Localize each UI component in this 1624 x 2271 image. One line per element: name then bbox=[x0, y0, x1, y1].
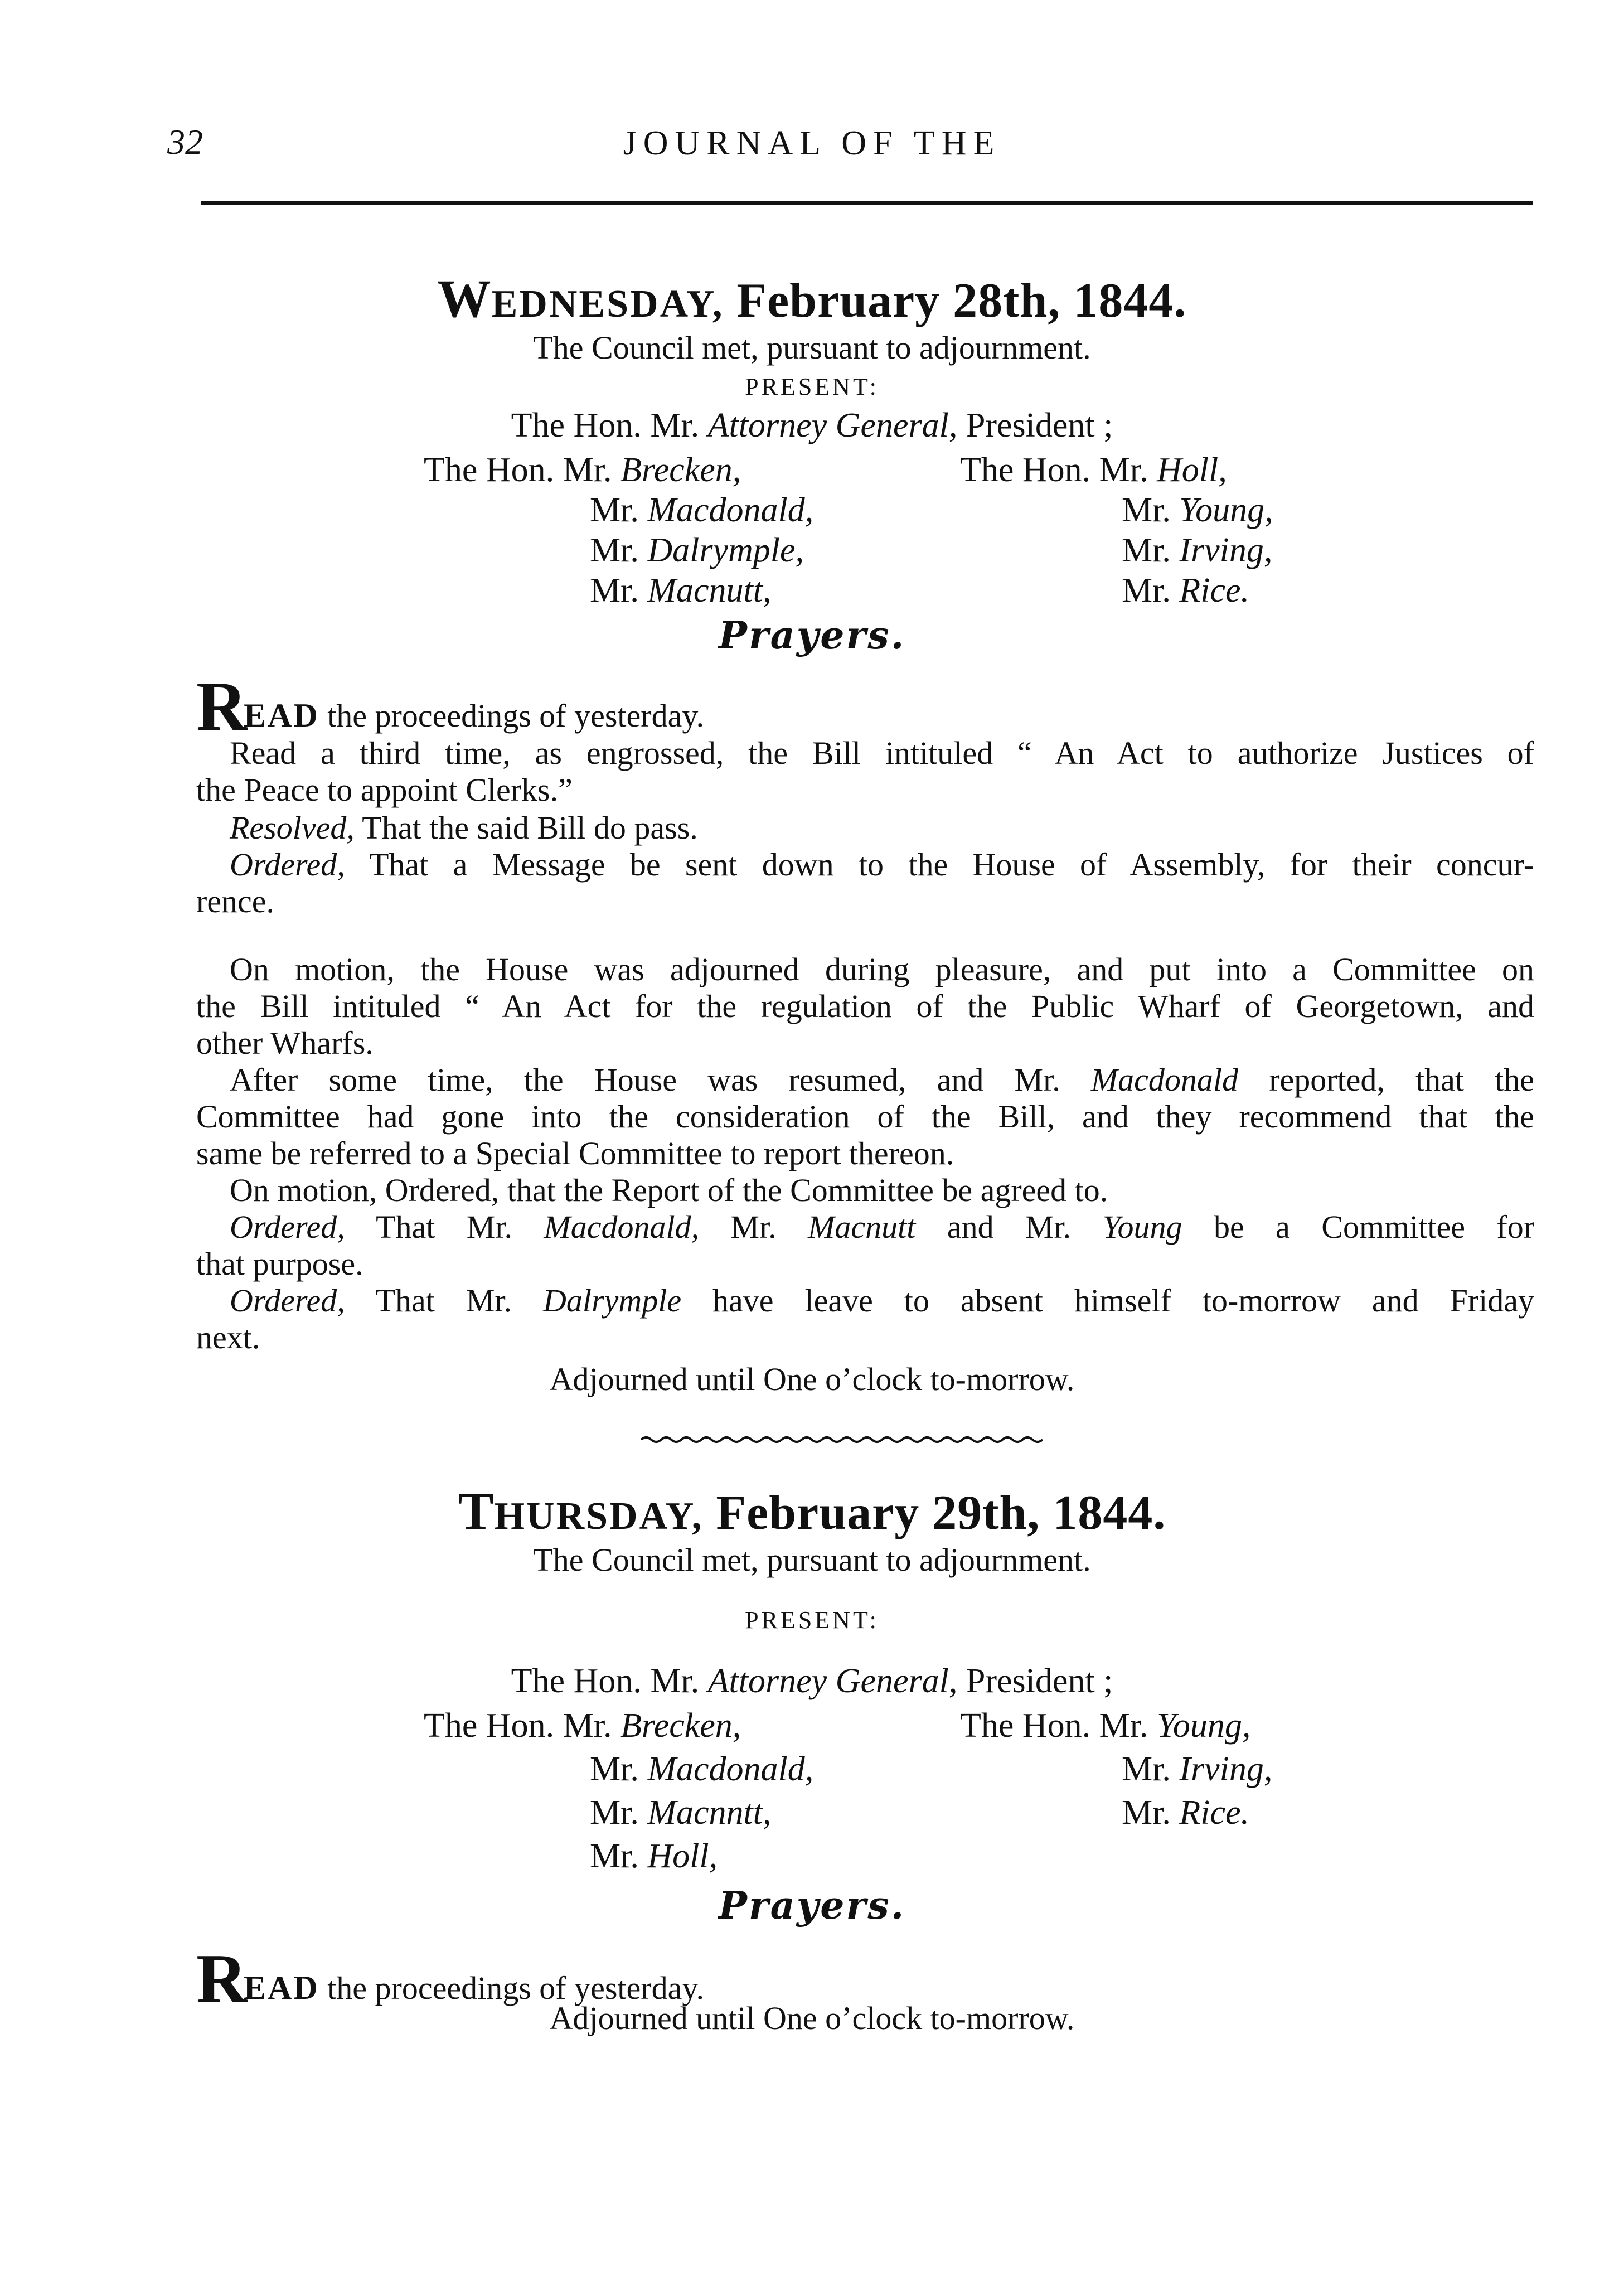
member-line: Mr. Young, bbox=[1122, 491, 1273, 529]
member-line: Mr. Rice. bbox=[1122, 572, 1249, 609]
member-line: Mr. Dalrymple, bbox=[590, 531, 804, 569]
member-line: Mr. Irving, bbox=[1122, 531, 1273, 569]
member-line: The Hon. Mr. Brecken, bbox=[424, 1707, 741, 1745]
present-label: PRESENT: bbox=[745, 1606, 879, 1634]
council-met-line: The Council met, pursuant to adjournment. bbox=[533, 1542, 1091, 1578]
adjourned-line: Adjourned until One o’clock to-morrow. bbox=[549, 2000, 1075, 2036]
paragraph-committee-motion: On motion, the House was adjourned during pleasure, and put into a Committee on the Bill intituled “ An Act for the regulation of the Public Wharf of Georgetown, and other Wharfs. bbox=[196, 951, 1534, 1061]
member-line: Mr. Macnntt, bbox=[590, 1794, 772, 1832]
member-line: Mr. Holl, bbox=[590, 1837, 718, 1875]
member-line: Mr. Macdonald, bbox=[590, 1750, 814, 1788]
paragraph-resolved: Resolved, That the said Bill do pass. bbox=[230, 810, 698, 846]
paragraph-bill-third-reading: Read a third time, as engrossed, the Bill intituled “ An Act to authorize Justices of the Peace to appoint Clerks.” bbox=[196, 735, 1534, 808]
paragraph-leave-absent: Ordered, That Mr. Dalrymple have leave to absent himself to-morrow and Friday next. bbox=[196, 1282, 1535, 1355]
read-proceedings-line: READ the proceedings of yesterday. bbox=[196, 1940, 705, 2018]
header-rule bbox=[201, 201, 1533, 205]
member-line: Mr. Rice. bbox=[1122, 1794, 1249, 1832]
member-line: The Hon. Mr. Young, bbox=[960, 1707, 1251, 1745]
president-line: The Hon. Mr. Attorney General, President ; bbox=[511, 1662, 1113, 1700]
member-line: Mr. Irving, bbox=[1122, 1750, 1273, 1788]
member-line: Mr. Macdonald, bbox=[590, 491, 814, 529]
council-met-line: The Council met, pursuant to adjournment. bbox=[533, 330, 1091, 366]
president-line: The Hon. Mr. Attorney General, President ; bbox=[511, 406, 1113, 444]
prayers-heading: Prayers. bbox=[718, 613, 906, 658]
running-title: JOURNAL OF THE bbox=[623, 124, 1001, 162]
paragraph-report-agreed: On motion, Ordered, that the Report of the Committee be agreed to. bbox=[230, 1172, 1108, 1208]
date-heading: WEDNESDAY, February 28th, 1844. bbox=[437, 269, 1187, 328]
member-line: The Hon. Mr. Holl, bbox=[960, 451, 1227, 489]
member-line: Mr. Macnutt, bbox=[590, 572, 772, 609]
paragraph-ordered-message: Ordered, That a Message be sent down to the House of Assembly, for their concur- rence. bbox=[196, 846, 1535, 919]
prayers-heading: Prayers. bbox=[718, 1883, 906, 1928]
paragraph-committee-members: Ordered, That Mr. Macdonald, Mr. Macnutt and Mr. Young be a Committee for that purpose. bbox=[196, 1209, 1535, 1282]
wavy-separator-ornament bbox=[641, 1435, 1043, 1444]
paragraph-committee-report: After some time, the House was resumed, and Mr. Macdonald reported, that the Committee had gone into the consideration of the Bill, and they recommend that the same be referred to a Special Committee to report thereon. bbox=[196, 1062, 1535, 1171]
member-line: The Hon. Mr. Brecken, bbox=[424, 451, 741, 489]
page-number: 32 bbox=[167, 122, 203, 162]
date-heading: THURSDAY, February 29th, 1844. bbox=[458, 1481, 1166, 1541]
present-label: PRESENT: bbox=[745, 373, 879, 400]
adjourned-line: Adjourned until One o’clock to-morrow. bbox=[549, 1361, 1075, 1397]
read-proceedings-line: READ the proceedings of yesterday. bbox=[196, 668, 705, 745]
